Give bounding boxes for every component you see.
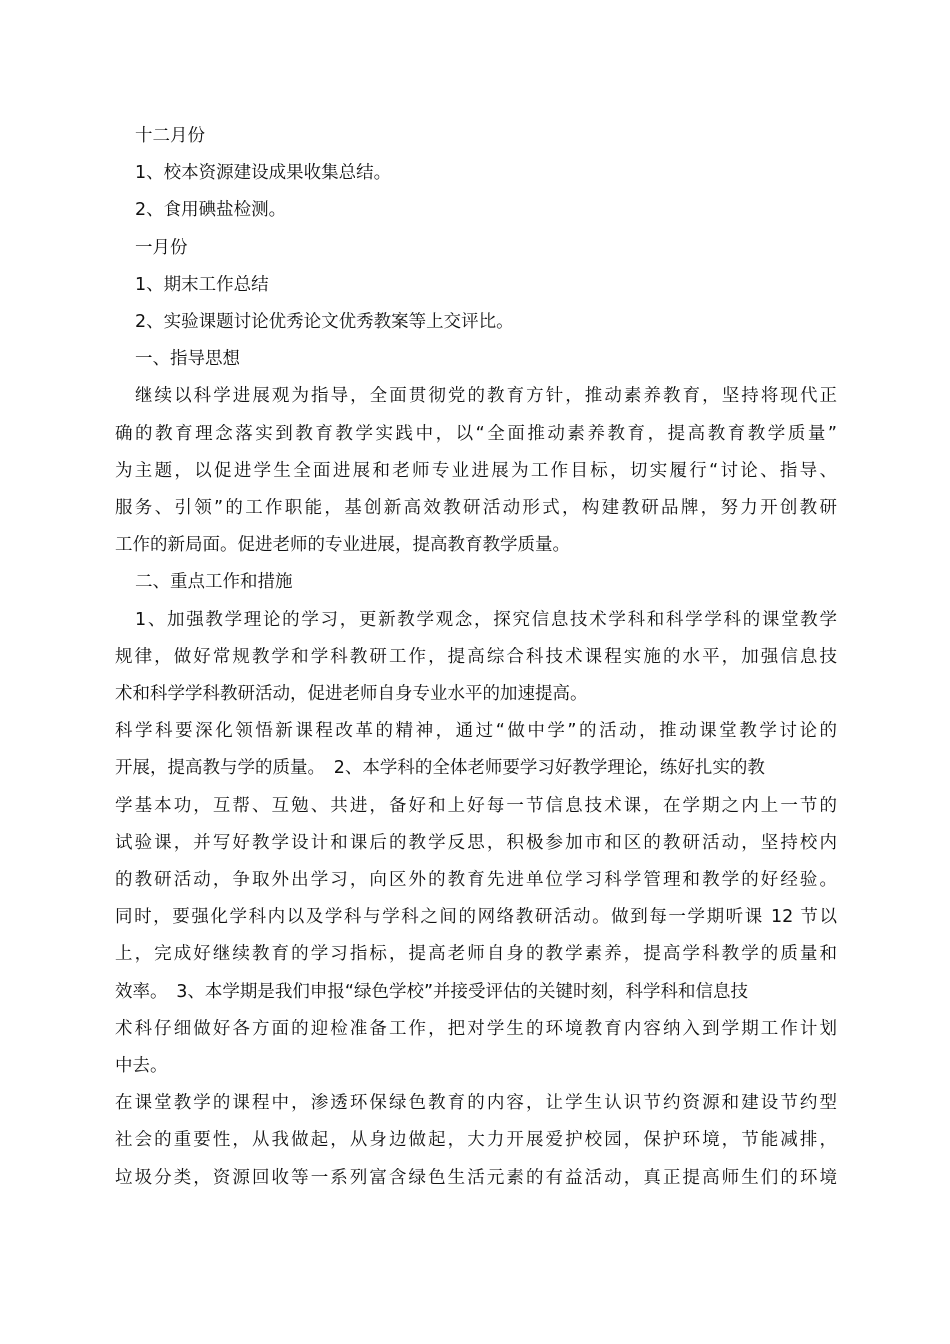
- list-item: 2、实验课题讨论优秀论文优秀教案等上交评比。: [135, 312, 514, 333]
- paragraph-line: [115, 750, 837, 787]
- paragraph-segment: 2、本学科的全体老师要学习好教学理论，练好扎实的教: [333, 758, 765, 779]
- paragraph-line: 在课堂教学的课程中，渗透环保绿色教育的内容，让学生认识节约资源和建设节约型: [115, 1093, 837, 1114]
- section-heading-guiding-ideology: 一、指导思想: [135, 349, 240, 370]
- paragraph-line: 学基本功，互帮、互勉、共进，备好和上好每一节信息技术课，在学期之内上一节的: [115, 795, 837, 816]
- paragraph-line: 确的教育理念落实到教育教学实践中，以“全面推动素养教育，提高教育教学质量”: [115, 423, 837, 444]
- paragraph-line: [115, 974, 837, 1011]
- paragraph-segment: 效率。: [115, 981, 168, 1002]
- paragraph-line: 继续以科学进展观为指导，全面贯彻党的教育方针，推动素养教育，坚持将现代正: [135, 386, 837, 407]
- heading-january: 一月份: [135, 237, 188, 258]
- document-body: [115, 118, 837, 1197]
- paragraph-line: 工作的新局面。促进老师的专业进展，提高教育教学质量。: [115, 535, 570, 556]
- paragraph-line: 术科仔细做好各方面的迎检准备工作，把对学生的环境教育内容纳入到学期工作计划: [115, 1018, 837, 1039]
- paragraph-line: 社会的重要性，从我做起，从身边做起，大力开展爱护校园，保护环境，节能减排，: [115, 1130, 837, 1151]
- paragraph-line: 同时，要强化学科内以及学科与学科之间的网络教研活动。做到每一学期听课 12 节以: [115, 907, 837, 928]
- paragraph-line: 术和科学学科教研活动，促进老师自身专业水平的加速提高。: [115, 684, 588, 705]
- paragraph-line: 上，完成好继续教育的学习指标，提高老师自身的教学素养，提高学科教学的质量和: [115, 944, 837, 965]
- paragraph-line: 1、加强教学理论的学习，更新教学观念，探究信息技术学科和科学学科的课堂教学: [135, 609, 837, 630]
- paragraph-line: 为主题，以促进学生全面进展和老师专业进展为工作目标，切实履行“讨论、指导、: [115, 460, 837, 481]
- paragraph-line: 中去。: [115, 1056, 168, 1077]
- list-item: 1、校本资源建设成果收集总结。: [135, 163, 392, 184]
- paragraph-line: 服务、引领”的工作职能，基创新高效教研活动形式，构建教研品牌，努力开创教研: [115, 498, 837, 519]
- paragraph-segment: 3、本学期是我们申报“绿色学校”并接受评估的关键时刻，科学科和信息技: [176, 981, 749, 1002]
- heading-december: 十二月份: [135, 126, 205, 146]
- paragraph-line: 垃圾分类，资源回收等一系列富含绿色生活元素的有益活动，真正提高师生们的环境: [115, 1167, 837, 1188]
- paragraph-line: 的教研活动，争取外出学习，向区外的教育先进单位学习科学管理和教学的好经验。: [115, 870, 837, 891]
- paragraph-line: 科学科要深化领悟新课程改革的精神，通过“做中学”的活动，推动课堂教学讨论的: [115, 721, 837, 742]
- list-item: 1、期末工作总结: [135, 274, 269, 295]
- paragraph-line: 规律，做好常规教学和学科教研工作，提高综合科技术课程实施的水平，加强信息技: [115, 646, 837, 667]
- paragraph-segment: 开展，提高教与学的质量。: [115, 758, 325, 779]
- list-item: 2、食用碘盐检测。: [135, 200, 287, 221]
- paragraph-line: 试验课，并写好教学设计和课后的教学反思，积极参加市和区的教研活动，坚持校内: [115, 832, 837, 853]
- section-heading-key-work: 二、重点工作和措施: [135, 572, 293, 593]
